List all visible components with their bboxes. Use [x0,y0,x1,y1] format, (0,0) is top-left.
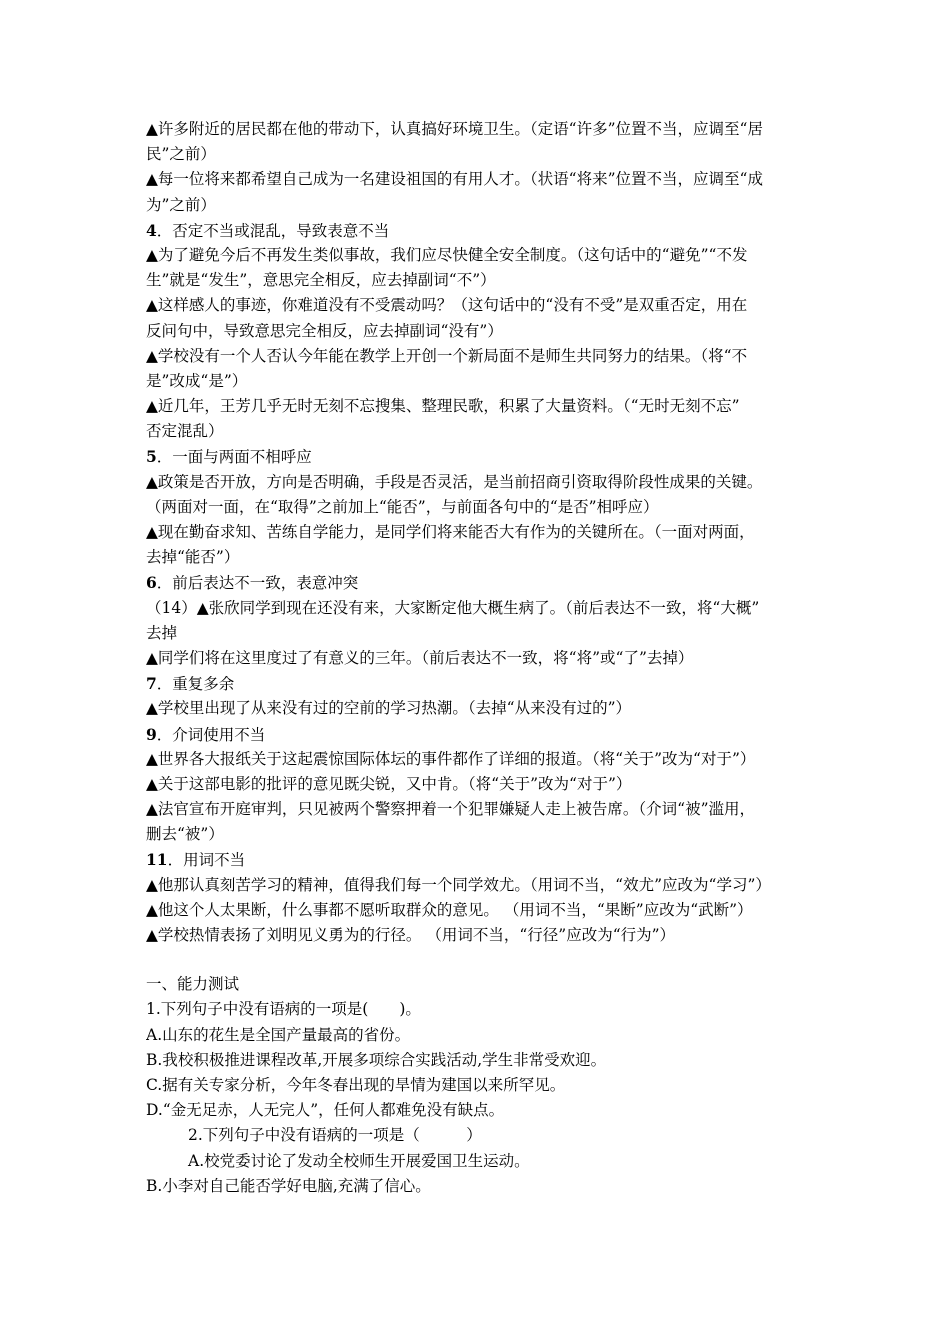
section-number: 4 [146,220,157,240]
test-heading: 一、能力测试 [146,975,240,994]
text-line: ▲政策是否开放，方向是否明确，手段是否灵活，是当前招商引资取得阶段性成果的关键。 [146,472,763,491]
section-6 [146,570,810,671]
section-title: ．用词不当 [167,851,246,870]
text-line: ▲他那认真刻苦学习的精神，值得我们每一个同学效尤。（用词不当，“效尤”应改为“学习”） [146,875,771,894]
section-heading [146,570,810,595]
text-line: ▲学校热情表扬了刘明见义勇为的行径。 （用词不当，“行径”应改为“行为”） [146,926,676,944]
text-line: 为”之前） [146,195,216,214]
section-3-items [146,117,810,218]
text-line: ▲关于这部电影的批评的意见既尖锐，又中肯。（将“关于”改为“对于”） [146,774,632,793]
section-7 [146,671,810,721]
text-line: 删去“被”） [146,825,224,844]
blank-line [146,948,810,972]
section-number: 7 [146,674,157,694]
text-line: 去掉 [146,623,178,642]
section-11 [146,847,810,948]
text-line: ▲学校没有一个人否认今年能在教学上开创一个新局面不是师生共同努力的结果。（将“不 [146,346,748,365]
text-line: （14）▲张欣同学到现在还没有来，大家断定他大概生病了。（前后表达不一致，将“大概” [146,598,760,617]
question-1: 1.下列句子中没有语病的一项是( )。 [146,1000,421,1019]
section-4 [146,218,810,445]
text-line: ▲世界各大报纸关于这起震惊国际体坛的事件都作了详细的报道。（将“关于”改为“对于”） [146,749,756,768]
section-title: ．否定不当或混乱，导致表意不当 [156,221,390,240]
section-5 [146,444,810,570]
question-2: 2.下列句子中没有语病的一项是（ ） [188,1126,482,1145]
option-a: A.校党委讨论了发动全校师生开展爱国卫生运动。 [188,1151,530,1170]
section-heading [146,722,810,747]
text-line: ▲学校里出现了从来没有过的空前的学习热潮。（去掉“从来没有过的”） [146,699,632,718]
text-line: ▲他这个人太果断，什么事都不愿听取群众的意见。 （用词不当，“果断”应改为“武断”） [146,900,753,919]
option-b: B.小李对自己能否学好电脑,充满了信心。 [146,1176,431,1195]
text-line: 去掉“能否”） [146,548,240,567]
section-title: ．介词使用不当 [156,725,266,744]
option-c: C.据有关专家分析，今年冬春出现的旱情为建国以来所罕见。 [146,1075,566,1094]
section-heading [146,444,810,469]
text-line: 是”改成“是”） [146,371,248,390]
ability-test [146,972,810,1199]
section-heading [146,847,810,872]
text-line: ▲许多附近的居民都在他的带动下，认真搞好环境卫生。（定语“许多”位置不当，应调至“居 [146,120,763,138]
text-line: 民”之前） [146,145,216,164]
section-number: 9 [146,724,157,744]
section-number: 5 [146,447,157,467]
text-line: 反问句中，导致意思完全相反，应去掉副词“没有”） [146,321,503,340]
text-line: （两面对一面，在“取得”之前加上“能否”，与前面各句中的“是否”相呼应） [146,497,659,516]
text-line: ▲近几年，王芳几乎无时无刻不忘搜集、整理民歌，积累了大量资料。（“无时无刻不忘” [146,397,740,416]
section-number: 6 [146,573,157,593]
section-title: ．一面与两面不相呼应 [156,448,312,467]
text-line: ▲同学们将在这里度过了有意义的三年。（前后表达不一致，将“将”或“了”去掉） [146,648,694,667]
text-line: ▲法官宣布开庭审判，只见被两个警察押着一个犯罪嫌疑人走上被告席。（介词“被”滥用， [146,800,756,819]
option-d: D.“金无足赤，人无完人”，任何人都难免没有缺点。 [146,1101,505,1120]
text-line: ▲每一位将来都希望自己成为一名建设祖国的有用人才。（状语“将来”位置不当，应调至“成 [146,170,763,189]
option-b: B.我校积极推进课程改革,开展多项综合实践活动,学生非常受欢迎。 [146,1050,607,1069]
text-line: ▲为了避免今后不再发生类似事故，我们应尽快健全安全制度。（这句话中的“避免”“不发 [146,245,748,264]
section-title: ．重复多余 [156,675,235,694]
section-heading [146,671,810,696]
section-title: ．前后表达不一致，表意冲突 [156,574,359,593]
text-line: ▲这样感人的事迹，你难道没有不受震动吗？（这句话中的“没有不受”是双重否定，用在 [146,296,748,315]
section-number: 11 [146,850,168,870]
text-line: ▲现在勤奋求知、苦练自学能力，是同学们将来能否大有作为的关键所在。（一面对两面， [146,523,755,541]
text-line: 生”就是“发生”，意思完全相反，应去掉副词“不”） [146,271,496,290]
option-a: A.山东的花生是全国产量最高的省份。 [146,1025,411,1044]
section-heading [146,218,810,243]
section-9 [146,722,810,848]
document-body [146,117,810,1199]
text-line: 否定混乱） [146,422,224,441]
